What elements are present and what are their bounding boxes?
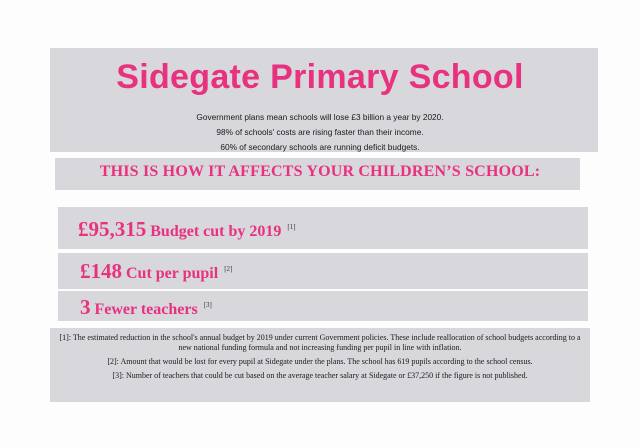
stat-teachers-label: Fewer teachers <box>94 301 198 318</box>
school-title: Sidegate Primary School <box>116 58 524 96</box>
stat-budget-label: Budget cut by 2019 <box>150 223 282 240</box>
stat-budget-ref: [1] <box>287 223 296 231</box>
stat-teachers-ref: [3] <box>203 301 212 309</box>
stat-per-pupil-amount: £148 <box>80 259 122 283</box>
fact-line-3: 60% of secondary schools are running deficit budgets. <box>220 142 420 152</box>
subheading: THIS IS HOW IT AFFECTS YOUR CHILDREN’S SCHOOL: <box>99 163 541 180</box>
stat-budget-cut <box>78 217 296 242</box>
stat-per-pupil <box>80 259 232 284</box>
footnote-2: [2]: Amount that would be lost for every pupil at Sidegate under the plans. The school has 619 pupils according to the school census. <box>107 357 533 366</box>
stat-teachers <box>80 295 212 320</box>
footnote-3: [3]: Number of teachers that could be cut based on the average teacher salary at Sidegate or £37,250 if the figure is not published. <box>112 371 528 380</box>
footnote-1: [1]: The estimated reduction in the school's annual budget by 2019 under current Government policies. These include reallocation of school budgets according to a new national funding formula and not increasing funding per pupil in line with inflation. <box>59 333 581 352</box>
stat-budget-amount: £95,315 <box>78 217 147 241</box>
fact-line-1: Government plans mean schools will lose £3 billion a year by 2020. <box>196 112 444 122</box>
footnotes <box>55 333 585 385</box>
stat-per-pupil-label: Cut per pupil <box>126 265 219 282</box>
fact-line-2: 98% of schools' costs are rising faster than their income. <box>216 127 424 137</box>
stat-teachers-amount: 3 <box>80 295 91 319</box>
stat-per-pupil-ref: [2] <box>224 265 233 273</box>
